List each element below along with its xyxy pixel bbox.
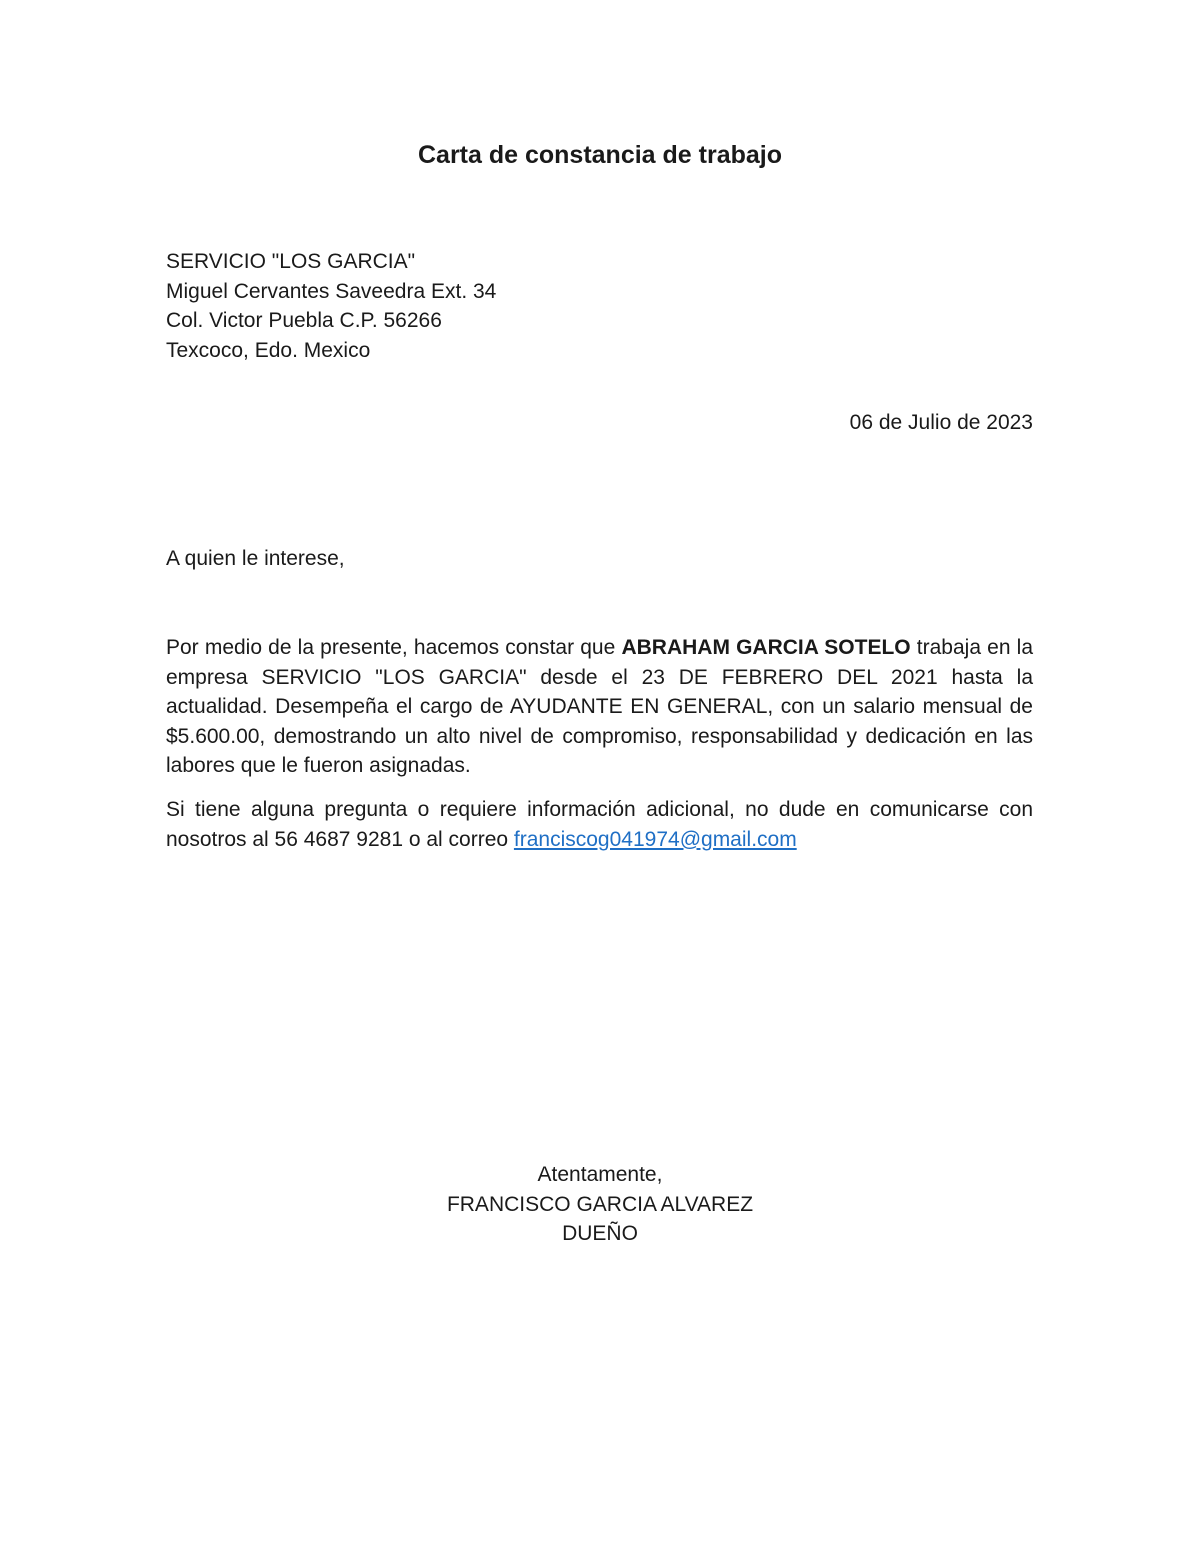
signature-closing: Atentamente, xyxy=(537,1163,663,1186)
employee-name: ABRAHAM GARCIA SOTELO xyxy=(621,636,911,659)
company-address xyxy=(166,247,866,365)
letter-body xyxy=(166,633,1033,854)
contact-text: Si tiene alguna pregunta o requiere información adicional, no dude en comunicarse con nosotros al 56 4687 9281 o al correo xyxy=(166,797,1033,851)
body-paragraph-employment xyxy=(166,633,1033,781)
email-link[interactable]: franciscog041974@gmail.com xyxy=(513,827,797,851)
body-paragraph-contact xyxy=(166,795,1033,854)
signature-name: FRANCISCO GARCIA ALVAREZ xyxy=(446,1192,754,1216)
signature-role: DUEÑO xyxy=(562,1222,638,1246)
paragraph-details: trabaja en la empresa SERVICIO "LOS GARCIA" desde el 23 DE FEBRERO DEL 2021 hasta la actualidad. Desempeña el cargo de AYUDANTE EN GENERAL, con un salario mensual de $5.600.00, demostrando un alto nivel de compromiso, responsabilidad y dedicación en las labores que le fueron asignadas. xyxy=(166,636,1034,778)
letter-date: 06 de Julio de 2023 xyxy=(849,411,1033,434)
signature-block xyxy=(0,1160,1200,1249)
letter-greeting: A quien le interese, xyxy=(166,547,345,570)
address-company-name: SERVICIO "LOS GARCIA" xyxy=(166,250,416,273)
document-title: Carta de constancia de trabajo xyxy=(417,141,782,169)
address-city: Texcoco, Edo. Mexico xyxy=(166,338,371,362)
address-colony: Col. Victor Puebla C.P. 56266 xyxy=(166,309,442,333)
paragraph-intro: Por medio de la presente, hacemos constar que xyxy=(166,636,622,659)
address-street: Miguel Cervantes Saveedra Ext. 34 xyxy=(166,279,497,303)
